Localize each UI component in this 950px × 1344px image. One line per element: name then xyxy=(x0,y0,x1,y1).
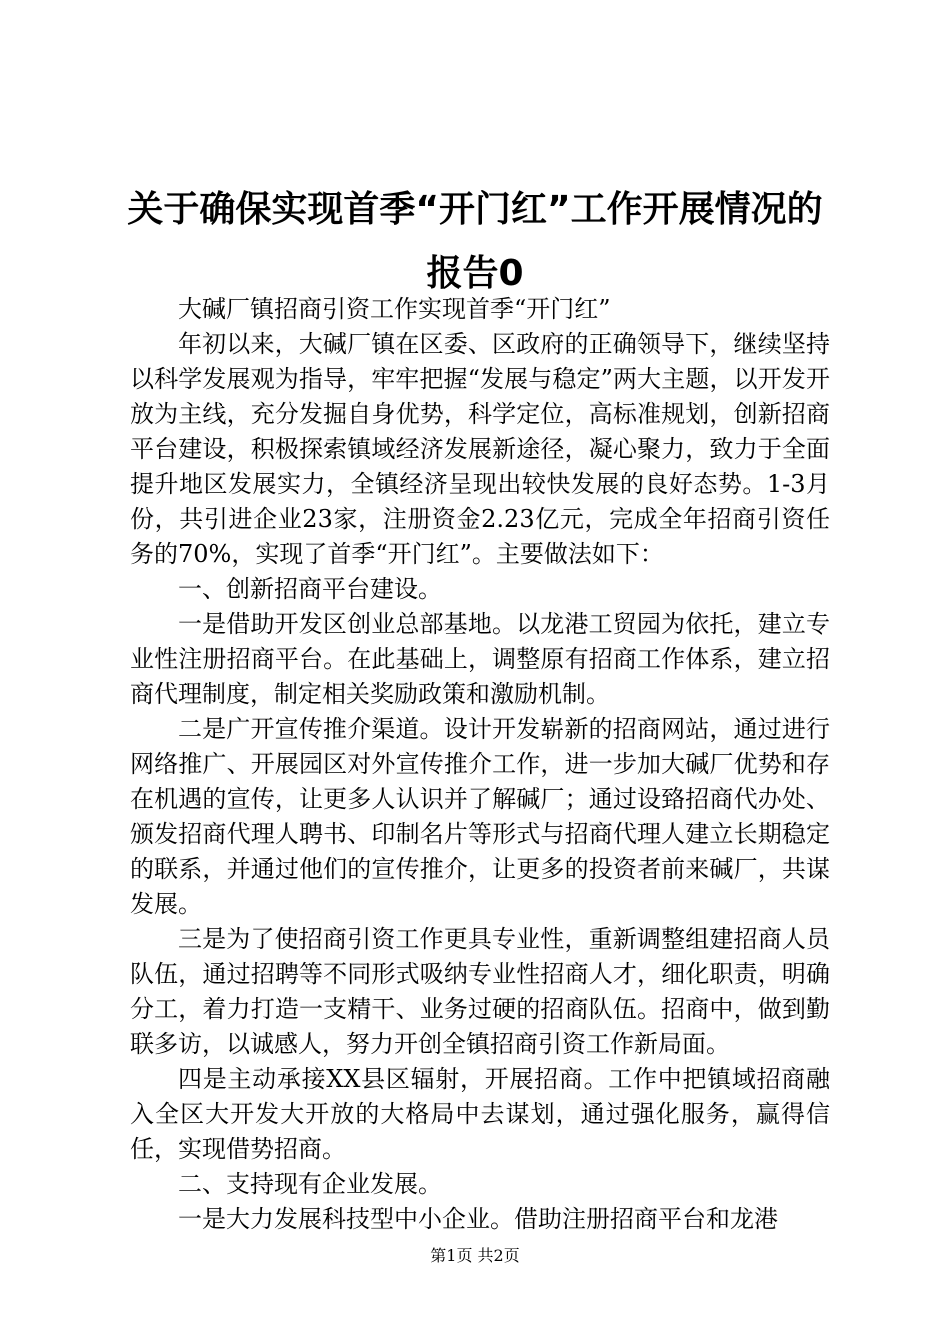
paragraph-item-4: 四是主动承接XX县区辐射，开展招商。工作中把镇域招商融入全区大开发大开放的大格局中去谋划，通过强化服务，赢得信任，实现借势招商。 xyxy=(130,1065,830,1163)
paragraph-item-2: 二是广开宣传推介渠道。设计开发崭新的招商网站，通过进行网络推广、开展园区对外宣传推介工作，进一步加大碱厂优势和存在机遇的宣传，让更多人认识并了解碱厂；通过设臵招商代办处、颁发招商代理人聘书、印制名片等形式与招商代理人建立长期稳定的联系，并通过他们的宣传推介，让更多的投资者前来碱厂，共谋发展。 xyxy=(130,715,830,918)
paragraph-intro: 年初以来，大碱厂镇在区委、区政府的正确领导下，继续坚持以科学发展观为指导，牢牢把握“发展与稳定”两大主题，以开发开放为主线，充分发掘自身优势，科学定位，高标准规划，创新招商平台建设，积极探索镇域经济发展新途径，凝心聚力，致力于全面提升地区发展实力，全镇经济呈现出较快发展的良好态势。1-3月份，共引进企业23家，注册资金2.23亿元，完成全年招商引资任务的70%，实现了首季“开门红”。主要做法如下： xyxy=(130,330,830,568)
paragraph-item-3: 三是为了使招商引资工作更具专业性，重新调整组建招商人员队伍，通过招聘等不同形式吸纳专业性招商人才，细化职责，明确分工，着力打造一支精干、业务过硬的招商队伍。招商中，做到勤联多访，以诚感人，努力开创全镇招商引资工作新局面。 xyxy=(130,925,830,1058)
document-title-line-1: 关于确保实现首季“开门红”工作开展情况的 xyxy=(127,189,823,230)
document-body xyxy=(130,292,830,1237)
section-heading-1: 一、创新招商平台建设。 xyxy=(178,575,442,603)
paragraph-subtitle: 大碱厂镇招商引资工作实现首季“开门红” xyxy=(178,295,611,323)
paragraph-item-5: 一是大力发展科技型中小企业。借助注册招商平台和龙港 xyxy=(178,1205,778,1233)
paragraph-item-1: 一是借助开发区创业总部基地。以龙港工贸园为依托，建立专业性注册招商平台。在此基础上，调整原有招商工作体系，建立招商代理制度，制定相关奖励政策和激励机制。 xyxy=(130,610,830,708)
document-title-line-2: 报告0 xyxy=(426,253,524,294)
section-heading-2: 二、支持现有企业发展。 xyxy=(178,1170,442,1198)
page-footer: 第1页 共2页 xyxy=(430,1246,520,1265)
